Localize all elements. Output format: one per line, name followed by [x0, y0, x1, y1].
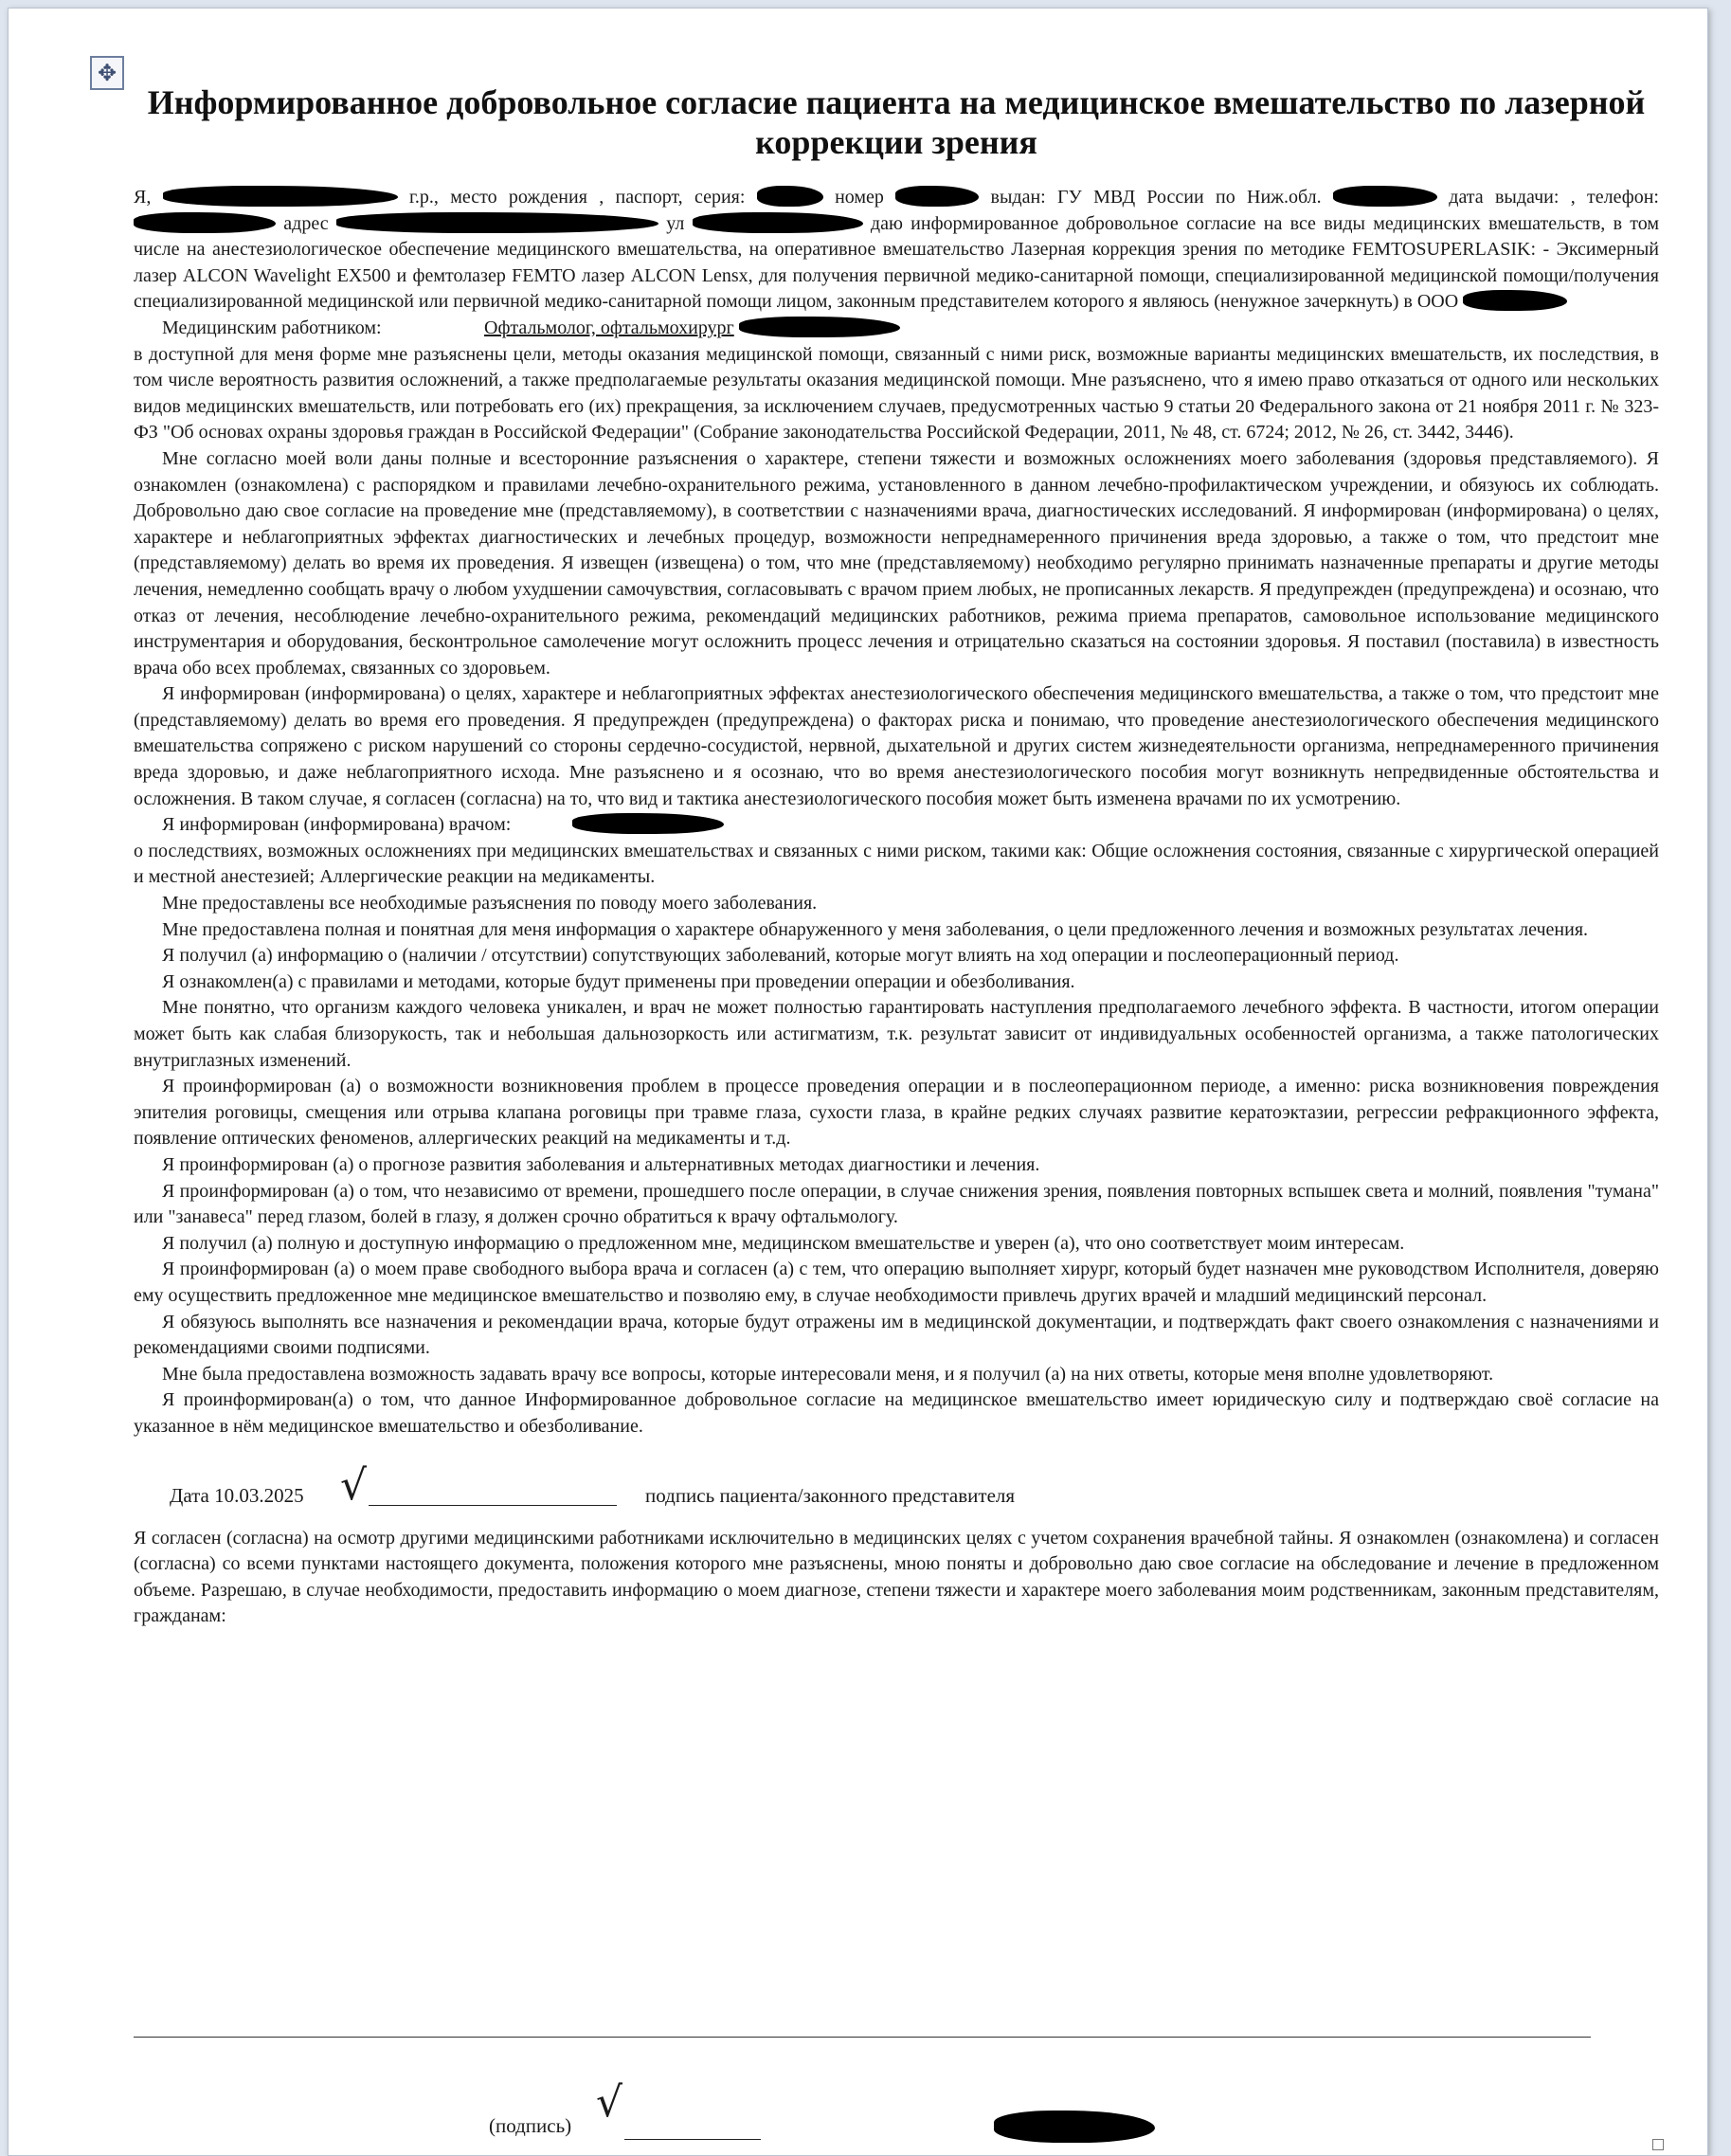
redacted-doctor-name-2	[572, 813, 724, 834]
intro-text-3: номер	[835, 187, 884, 208]
paragraph-possible-problems: Я проинформирован (а) о возможности возникновения проблем в процессе проведения операции и в послеоперационном периоде, а именно: риска возникновения повреждения эпителия роговицы, смещения или отрыва клапана роговицы при травме глаза, сухости глаза, в крайне редких случаях развитие кератоэктазии, регрессии рефракционного эффекта, появление оптических феноменов, аллергических реакций на медикаменты и т.д.	[134, 1076, 1659, 1150]
intro-paragraph	[134, 185, 1659, 316]
medical-worker-value: Офтальмолог, офтальмохирург	[484, 317, 734, 338]
redacted-phone	[134, 212, 276, 233]
paragraph-explanation: в доступной для меня форме мне разъяснены цели, методы оказания медицинской помощи, связанный с ними риск, возможные варианты медицинских вмешательств, их последствия, в том числе вероятность развития осложнений, а также предполагаемые результаты оказания медицинской помощи. Мне разъяснено, что я имею право отказаться от одного или нескольких видов медицинских вмешательств, или потребовать его (их) прекращения, за исключением случаев, предусмотренных частью 9 статьи 20 Федерального закона от 21 ноября 2011 г. № 323-ФЗ "Об основах охраны здоровья граждан в Российской Федерации" (Собрание законодательства Российской Федерации, 2011, № 48, ст. 6724; 2012, № 26, ст. 3442, 3446).	[134, 343, 1659, 444]
redacted-passport-series	[757, 186, 823, 207]
paragraph-full-explanation: Мне согласно моей воли даны полные и всесторонние разъяснения о характере, степени тяжести и возможных осложнениях моего заболевания (здоровья представляемого). Я ознакомлен (ознакомлена) с распорядком и правилами лечебно-охранительного режима, установленного в данном лечебно-профилактическом учреждении, и обязуюсь их соблюдать. Добровольно даю свое согласие на проведение мне (представляемому), в соответствии с назначениями врача, диагностических исследований. Я информирован (информирована) о целях, характере и неблагоприятных эффектах диагностических и лечебных процедур, возможности непреднамеренного причинения вреда здоровью, а также о том, что предстоит мне (представляемому) делать во время их проведения. Я извещен (извещена) о том, что мне (представляемому) необходимо регулярно принимать назначенные препараты и другие методы лечения, немедленно сообщать врачу о любом ухудшении самочувствия, согласовывать с врачом прием любых, не прописанных лекарств. Я предупрежден (предупреждена) и осознаю, что отказ от лечения, несоблюдение лечебно-охранительного режима, рекомендаций медицинских работников, режима приема препаратов, самовольное использование медицинского инструментария и оборудования, бесконтрольное самолечение могут осложнить процесс лечения и отрицательно сказаться на состоянии здоровья. Я поставил (поставила) в известность врача обо всех проблемах, связанных со здоровьем.	[134, 447, 1659, 679]
recipients-blank-line[interactable]	[134, 2037, 1591, 2038]
intro-text-1: Я,	[134, 187, 152, 208]
paragraph-complications: о последствиях, возможных осложнениях при медицинских вмешательствах и связанных с ними риском, такими как: Общие осложнения состояния, связанные с хирургической операцией и местной анестезией; Аллергические реакции на медикаменты.	[134, 840, 1659, 888]
paragraph-obligations: Я обязуюсь выполнять все назначения и рекомендации врача, которые будут отражены им в медицинской документации, и подтверждать факт своего ознакомления с назначениями и рекомендациями своими подписями.	[134, 1311, 1659, 1359]
redacted-address	[336, 212, 658, 233]
document-body	[134, 82, 1659, 1630]
paragraph-no-guarantee: Мне понятно, что организм каждого человека уникален, и врач не может полностью гарантировать наступления предполагаемого лечебного эффекта. В частности, итогом операции может быть как слабая близорукость, так и небольшая дальнозоркость или астигматизм, т.к. результат зависит от индивидуальных особенностей организма, а также патологических внутриглазных изменений.	[134, 997, 1659, 1071]
paragraph-choice-of-doctor: Я проинформирован (а) о моем праве свободного выбора врача и согласен (а) с тем, что операцию выполняет хирург, который будет назначен мне руководством Исполнителя, доверяю ему осуществить предложенное мне медицинское вмешательство и позволяю ему, в случае необходимости привлечь других врачей и младший медицинский персонал.	[134, 1259, 1659, 1306]
intro-text-2: г.р., место рождения , паспорт, серия:	[408, 187, 746, 208]
paragraph-anesthesia: Я информирован (информирована) о целях, характере и неблагоприятных эффектах анестезиологического обеспечения медицинского вмешательства, а также о том, что предстоит мне (представляемому) делать во время его проведения. Я предупрежден (предупреждена) о факторах риска и понимаю, что проведение анестезиологического обеспечения медицинского вмешательства сопряжено с риском нарушений со стороны сердечно-сосудистой, нервной, дыхательной и других систем жизнедеятельности организма, непреднамеренного причинения вреда здоровью, и даже неблагоприятного исхода. Мне разъяснено и я осознаю, что во время анестезиологического пособия могут возникнуть непредвиденные обстоятельства и осложнения. В таком случае, я согласен (согласна) на то, что вид и тактика анестезиологического пособия может быть изменена врачами по их усмотрению.	[134, 683, 1659, 809]
intro-text-7: ул	[666, 212, 685, 234]
bottom-checkmark-icon: √	[596, 2078, 623, 2127]
redacted-clinic-name	[1463, 290, 1567, 311]
redacted-issuer	[1333, 186, 1437, 207]
intro-text-8: даю информированное добровольное согласие на все виды медицинских вмешательств, в том числе на анестезиологическое обеспечение медицинского вмешательства, на оперативное вмешательство Лазерная коррекция зрения по методике FEMTOSUPERLASIK: - Эксимерный лазер ALCON Wavelight EX500 и фемтолазер FEMTO лазер ALCON Lensx, для получения первичной медико-санитарной помощи, специализированной медицинской помощи/получения специализированной медицинской или первичной медико-санитарной помощи лицом, законным представителем которого я являюсь (ненужное зачеркнуть) в ООО	[134, 212, 1660, 313]
patient-signature-line[interactable]	[369, 1505, 617, 1506]
intro-text-5: дата выдачи: , телефон:	[1449, 187, 1659, 208]
paragraph-explanations-given: Мне предоставлены все необходимые разъяснения по поводу моего заболевания.	[162, 893, 818, 915]
page-corner-marker-icon	[1652, 2139, 1664, 2150]
redacted-doctor-name	[739, 317, 900, 337]
intro-text-6: адрес	[283, 212, 329, 234]
paragraph-consent-examination: Я согласен (согласна) на осмотр другими медицинскими работниками исключительно в медицинских целях с учетом сохранения врачебной тайны. Я ознакомлен (ознакомлена) и согласен (согласна) со всеми пунктами настоящего документа, положения которого мне разъяснены, мною поняты и добровольно даю свое согласие на обследование и лечение в предложенном объеме. Разрешаю, в случае необходимости, предоставить информацию о моем диагнозе, степени тяжести и характере моего заболевания моим родственникам, законным представителям, гражданам:	[134, 1527, 1659, 1627]
redacted-street	[693, 212, 863, 233]
paragraph-prognosis: Я проинформирован (а) о прогнозе развития заболевания и альтернативных методах диагностики и лечения.	[162, 1153, 1040, 1175]
redacted-name	[163, 186, 398, 207]
checkmark-icon: √	[340, 1460, 368, 1510]
paragraph-questions: Мне была предоставлена возможность задавать врачу все вопросы, которые интересовали меня, и я получил (а) на них ответы, которые меня вполне удовлетворяют.	[162, 1363, 1494, 1385]
signature-caption: подпись пациента/законного представителя	[645, 1483, 1016, 1507]
paragraph-interests: Я получил (а) полную и доступную информацию о предложенном мне, медицинском вмешательстве и уверен (а), что оно соответствует моим интересам.	[162, 1232, 1405, 1254]
bottom-signature-label: (подпись)	[489, 2114, 572, 2137]
table-move-handle-icon[interactable]: ✥	[90, 56, 124, 90]
redacted-passport-number	[895, 186, 979, 207]
document-page	[8, 8, 1708, 2156]
informed-by-doctor-label: Я информирован (информирована) врачом:	[162, 814, 512, 836]
signature-row	[134, 1459, 1659, 1526]
paragraph-methods: Я ознакомлен(а) с правилами и методами, которые будут применены при проведении операции и обезболивания.	[162, 970, 1075, 992]
bottom-signature-line[interactable]	[624, 2139, 761, 2140]
signature-date: Дата 10.03.2025	[170, 1483, 304, 1507]
redacted-bottom-name	[994, 2111, 1155, 2143]
paragraph-urgent-contact: Я проинформирован (а) о том, что независимо от времени, прошедшего после операции, в случае снижения зрения, появления повторных вспышек света и молний, появления "тумана" или "занавеса" перед глазом, болей в глазу, я должен срочно обратиться к врачу офтальмологу.	[134, 1180, 1659, 1228]
document-title: Информированное добровольное согласие пациента на медицинское вмешательство по лазерной коррекции зрения	[147, 83, 1646, 161]
paragraph-informed-by-doctor	[134, 812, 1659, 839]
paragraph-diagnosis-info: Мне предоставлена полная и понятная для меня информация о характере обнаруженного у меня заболевания, о цели предложенного лечения и возможных результатах лечения.	[162, 918, 1589, 940]
paragraph-comorbidities: Я получил (а) информацию о (наличии / отсутствии) сопутствующих заболеваний, которые могут влиять на ход операции и послеоперационный период.	[162, 945, 1399, 967]
intro-text-4: выдан: ГУ МВД России по Ниж.обл.	[990, 187, 1322, 208]
medical-worker-row	[134, 316, 1659, 342]
paragraph-legal-force: Я проинформирован(а) о том, что данное Информированное добровольное согласие на медицинское вмешательство имеет юридическую силу и подтверждаю своё согласие на указанное в нём медицинское вмешательство и обезболивание.	[134, 1389, 1659, 1437]
medical-worker-label: Медицинским работником:	[162, 317, 382, 338]
